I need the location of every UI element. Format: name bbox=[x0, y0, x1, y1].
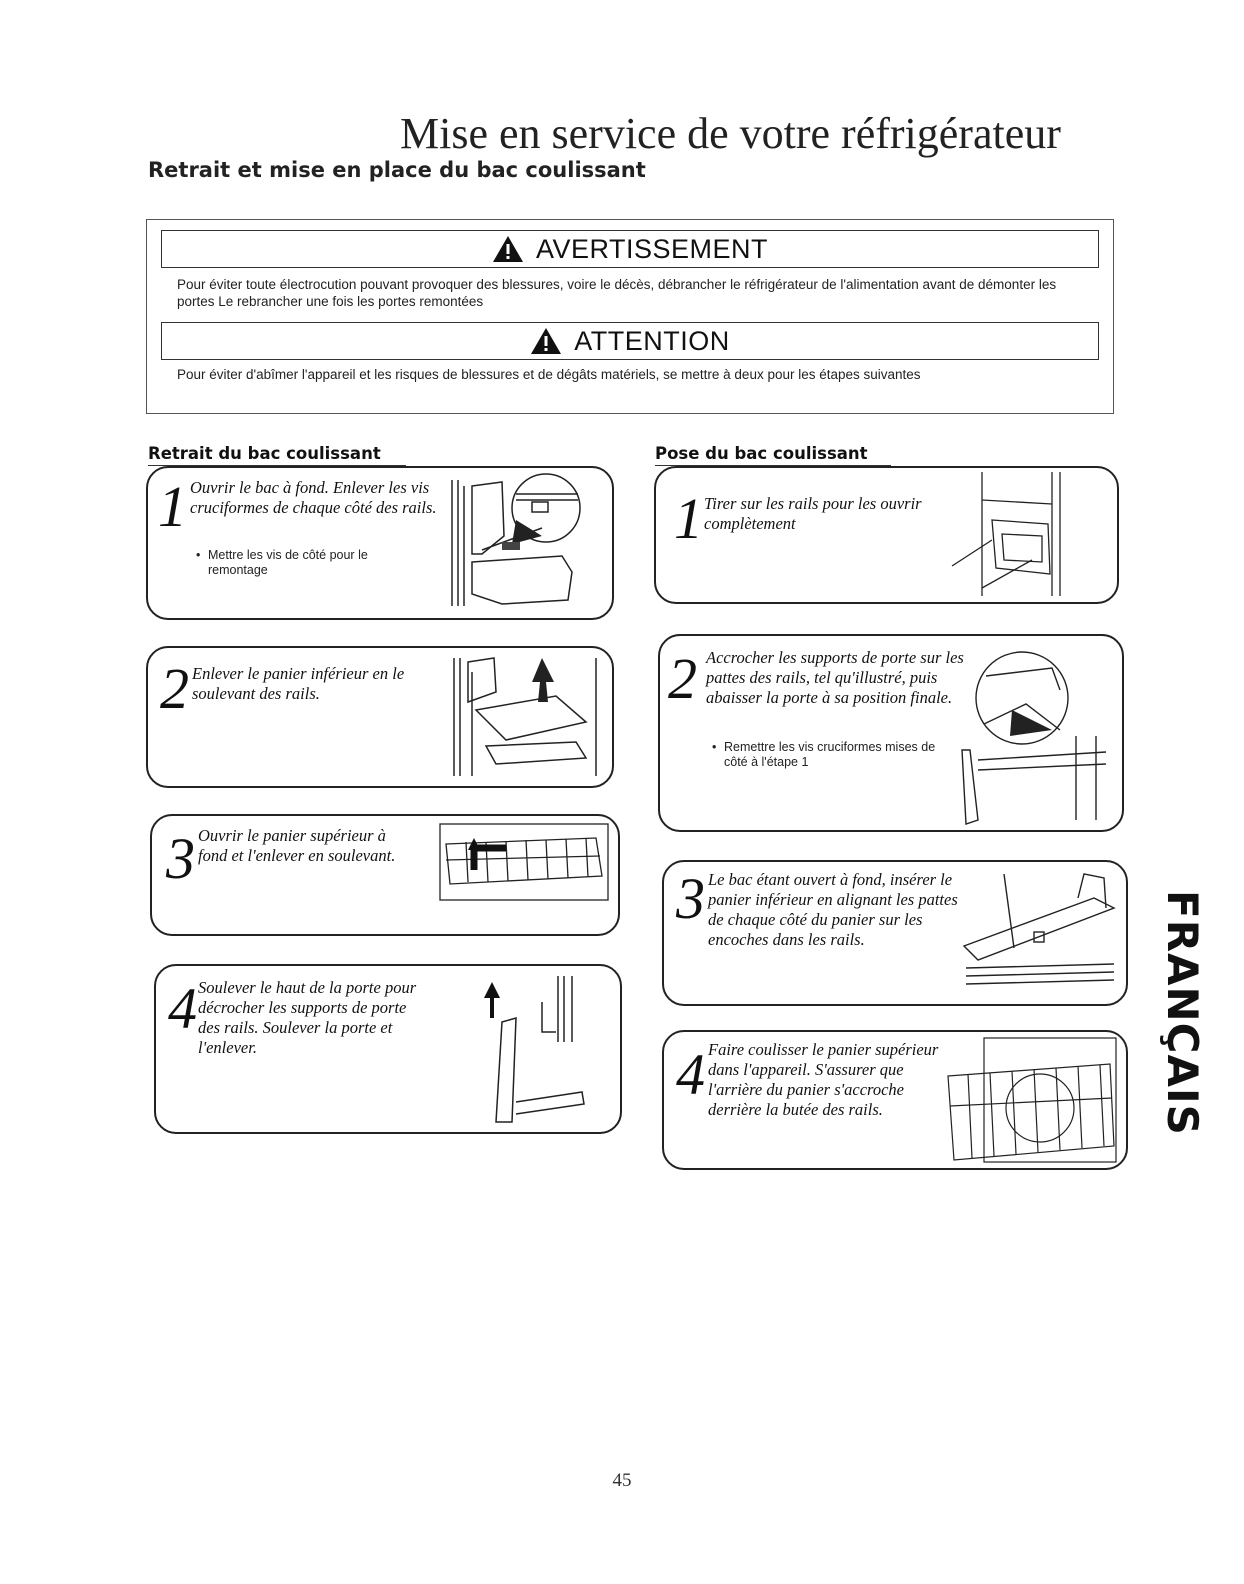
step-note: • Mettre les vis de côté pour le remontage bbox=[196, 548, 418, 578]
removal-heading: Retrait du bac coulissant bbox=[148, 444, 381, 463]
page-title: Mise en service de votre réfrigérateur bbox=[400, 109, 1061, 158]
upper-basket-illustration bbox=[436, 820, 612, 904]
step-instruction: Soulever le haut de la porte pour décrocher les supports de porte des rails. Soulever la porte et l'enlever. bbox=[198, 978, 417, 1057]
door-bracket-illustration bbox=[956, 640, 1116, 826]
step-number: 3 bbox=[676, 866, 705, 931]
rail-screw-illustration bbox=[442, 476, 602, 610]
step-instruction: Faire coulisser le panier supérieur dans l'appareil. S'assurer que l'arrière du panier s'accroche derrière la butée des rails. bbox=[708, 1040, 939, 1119]
avertissement-banner bbox=[161, 230, 1099, 268]
removal-step-4-card bbox=[154, 964, 622, 1134]
step-number: 1 bbox=[158, 474, 187, 539]
step-instruction: Ouvrir le bac à fond. Enlever les vis cruciformes de chaque côté des rails. bbox=[190, 478, 437, 517]
warning-triangle-icon bbox=[530, 327, 562, 355]
step-instruction: Le bac étant ouvert à fond, insérer le panier inférieur en alignant les pattes de chaque côté du panier sur les encoches dans les rails. bbox=[708, 870, 958, 949]
installation-step-4-card bbox=[662, 1030, 1128, 1170]
step-number: 2 bbox=[160, 656, 189, 721]
attention-label: ATTENTION bbox=[574, 325, 730, 356]
step-number: 1 bbox=[674, 486, 703, 551]
step-instruction: Enlever le panier inférieur en le soulevant des rails. bbox=[192, 664, 405, 703]
step-number: 4 bbox=[676, 1042, 705, 1107]
step-number: 2 bbox=[668, 646, 697, 711]
section-subtitle: Retrait et mise en place du bac coulissant bbox=[148, 158, 646, 182]
step-instruction: Tirer sur les rails pour les ouvrir complètement bbox=[704, 494, 922, 533]
lower-basket-alignment-illustration bbox=[954, 868, 1122, 998]
installation-step-3-card bbox=[662, 860, 1128, 1006]
upper-basket-slide-illustration bbox=[944, 1036, 1120, 1166]
attention-text: Pour éviter d'abîmer l'appareil et les risques de blessures et de dégâts matériels, se mettre à deux pour les étapes suivantes bbox=[177, 367, 921, 382]
step-number: 3 bbox=[166, 826, 195, 891]
installation-heading: Pose du bac coulissant bbox=[655, 444, 868, 463]
language-label: FRANÇAIS bbox=[1158, 890, 1207, 1136]
step-instruction: Accrocher les supports de porte sur les pattes des rails, tel qu'illustré, puis abaisser la porte à sa position finale. bbox=[706, 648, 964, 707]
warning-triangle-icon bbox=[492, 235, 524, 263]
door-lift-illustration bbox=[472, 972, 592, 1122]
installation-step-2-card bbox=[658, 634, 1124, 832]
open-rails-illustration bbox=[942, 470, 1102, 600]
avertissement-label: AVERTISSEMENT bbox=[535, 233, 769, 264]
avertissement-text: Pour éviter toute électrocution pouvant provoquer des blessures, voire le décès, débrancher le réfrigérateur de l'alimentation avant de démonter les portes Le rebrancher une fois les portes remontées bbox=[177, 277, 1057, 309]
step-note: • Remettre les vis cruciformes mises de côté à l'étape 1 bbox=[712, 740, 944, 770]
removal-step-2-card bbox=[146, 646, 614, 788]
installation-step-1-card bbox=[654, 466, 1119, 604]
removal-step-1-card bbox=[146, 466, 614, 620]
attention-banner bbox=[161, 322, 1099, 360]
step-number: 4 bbox=[168, 976, 197, 1041]
language-side-tab bbox=[1130, 890, 1207, 1140]
page-number: 45 bbox=[612, 1470, 632, 1491]
removal-step-3-card bbox=[150, 814, 620, 936]
step-instruction: Ouvrir le panier supérieur à fond et l'enlever en soulevant. bbox=[198, 826, 396, 865]
lower-basket-illustration bbox=[446, 652, 604, 782]
safety-warning-box bbox=[146, 219, 1114, 414]
